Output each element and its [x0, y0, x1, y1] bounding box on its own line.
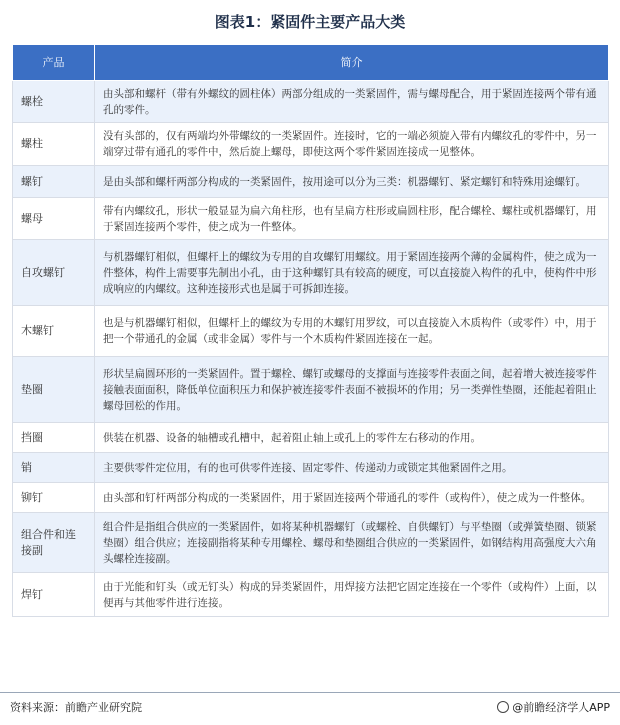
description-cell: 是由头部和螺杆两部分构成的一类紧固件，按用途可以分为三类：机器螺钉、紧定螺钉和特殊用途螺钉。: [95, 166, 609, 198]
header-product: 产品: [13, 45, 95, 81]
table-row: [13, 513, 609, 573]
table-row: [13, 166, 609, 198]
table-row: [13, 81, 609, 123]
table-header-row: [13, 45, 609, 81]
product-cell: 螺栓: [13, 81, 95, 123]
description-cell: 主要供零件定位用，有的也可供零件连接、固定零件、传递动力或锁定其他紧固件之用。: [95, 453, 609, 483]
product-cell: 木螺钉: [13, 306, 95, 357]
table-row: [13, 123, 609, 166]
product-cell: 螺母: [13, 198, 95, 240]
product-cell: 自攻螺钉: [13, 240, 95, 306]
product-cell: 铆钉: [13, 483, 95, 513]
product-cell: 挡圈: [13, 423, 95, 453]
product-cell: 螺钉: [13, 166, 95, 198]
description-cell: 没有头部的，仅有两端均外带螺纹的一类紧固件。连接时，它的一端必须旋入带有内螺纹孔的零件中，另一端穿过带有通孔的零件中，然后旋上螺母，即使这两个零件紧固连接成一见整体。: [95, 123, 609, 166]
product-cell: 焊钉: [13, 573, 95, 617]
product-cell: 垫圈: [13, 357, 95, 423]
description-cell: 与机器螺钉相似，但螺杆上的螺纹为专用的自攻螺钉用螺纹。用于紧固连接两个薄的金属构件，使之成为一件整体，构件上需要事先制出小孔，由于这种螺钉具有较高的硬度，可以直接旋入构件的孔中，使构件中形成响应的内螺纹。这种连接形式也是属于可拆卸连接。: [95, 240, 609, 306]
table-row: [13, 240, 609, 306]
description-cell: 形状呈扁圆环形的一类紧固件。置于螺栓、螺钉或螺母的支撑面与连接零件表面之间，起着增大被连接零件接触表面面积，降低单位面积压力和保护被连接零件表面不被损坏的作用；另一类弹性垫圈，还能起着阻止螺母回松的作用。: [95, 357, 609, 423]
table-row: [13, 483, 609, 513]
description-cell: 由头部和螺杆（带有外螺纹的圆柱体）两部分组成的一类紧固件，需与螺母配合，用于紧固连接两个带有通孔的零件。: [95, 81, 609, 123]
description-cell: 带有内螺纹孔，形状一般显显为扁六角柱形，也有呈扁方柱形或扁圆柱形，配合螺栓、螺柱或机器螺钉，用于紧固连接两个零件，使之成为一件整体。: [95, 198, 609, 240]
page-title: 图表1：紧固件主要产品大类: [214, 13, 406, 31]
description-cell: 由头部和钉杆两部分构成的一类紧固件，用于紧固连接两个带通孔的零件（或构件），使之成为一件整体。: [95, 483, 609, 513]
source-note: 资料来源：前瞻产业研究院: [10, 701, 142, 714]
table-row: [13, 198, 609, 240]
product-cell: 组合件和连接副: [13, 513, 95, 573]
table-row: [13, 306, 609, 357]
products-table-container: [12, 44, 608, 617]
table-body: [13, 81, 609, 617]
table-row: [13, 453, 609, 483]
table-row: [13, 423, 609, 453]
footer: [0, 692, 620, 720]
description-cell: 也是与机器螺钉相似，但螺杆上的螺纹为专用的木螺钉用罗纹，可以直接旋入木质构件（或零件）中，用于把一个带通孔的金属（或非金属）零件与一个木质构件紧固连接在一起。: [95, 306, 609, 357]
table-row: [13, 573, 609, 617]
description-cell: 由于光能和钉头（或无钉头）构成的异类紧固件，用焊接方法把它固定连接在一个零件（或构件）上面，以便再与其他零件进行连接。: [95, 573, 609, 617]
products-table: [12, 44, 609, 617]
wechat-icon: [497, 701, 509, 713]
brand-text: @前瞻经济学人APP: [512, 701, 610, 714]
table-row: [13, 357, 609, 423]
description-cell: 组合件是指组合供应的一类紧固件，如将某种机器螺钉（或螺栓、自供螺钉）与平垫圈（或弹簧垫圈、锁紧垫圈）组合供应；连接副指将某种专用螺栓、螺母和垫圈组合供应的一类紧固件，如钢结构用高强度大六角头螺栓连接副。: [95, 513, 609, 573]
description-cell: 供装在机器、设备的轴槽或孔槽中，起着阻止轴上或孔上的零件左右移动的作用。: [95, 423, 609, 453]
product-cell: 螺柱: [13, 123, 95, 166]
brand-credit: [497, 699, 610, 715]
product-cell: 销: [13, 453, 95, 483]
header-description: 简介: [95, 45, 609, 81]
